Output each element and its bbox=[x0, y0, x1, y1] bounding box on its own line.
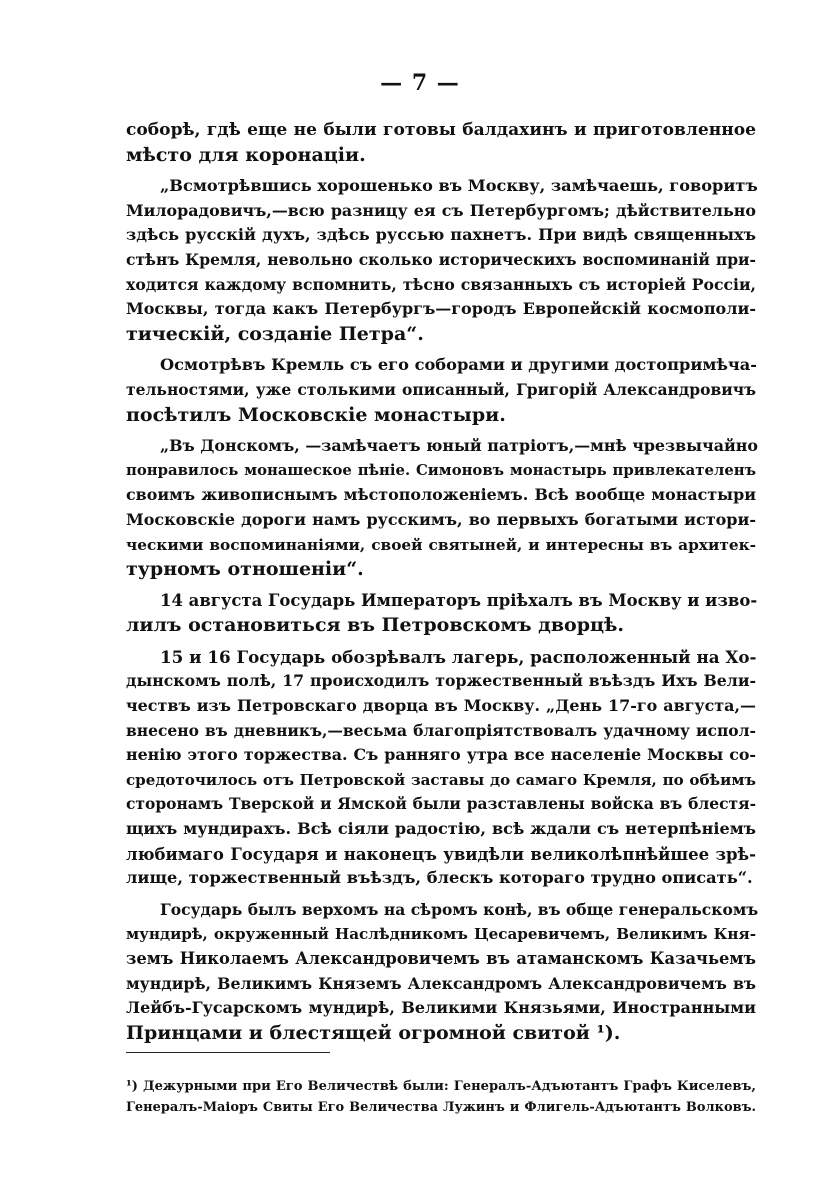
text-line: стѣнъ Кремля, невольно сколько историческихъ воспоминаній при- bbox=[126, 249, 756, 269]
text-line: Милорадовичъ,—всю разницу ея съ Петербургомъ; дѣйствительно bbox=[126, 200, 756, 220]
text-line: ходится каждому вспомнить, тѣсно связанныхъ съ исторіей Россіи, bbox=[126, 274, 756, 294]
paragraph bbox=[126, 645, 756, 891]
text-line: мѣсто для коронаціи. bbox=[126, 143, 366, 166]
footnote-line: ¹) Дежурными при Его Величествѣ были: Генералъ-Адъютантъ Графъ Киселевъ, bbox=[126, 1079, 756, 1094]
text-line: здѣсь русскій духъ, здѣсь руссью пахнетъ. При видѣ священныхъ bbox=[126, 225, 756, 245]
text-line: 14 августа Государь Императоръ пріѣхалъ въ Москву и изво- bbox=[160, 590, 758, 610]
text-line: „Въ Донскомъ, —замѣчаетъ юный патріотъ,—мнѣ чрезвычайно bbox=[160, 436, 758, 456]
text-line: ненію этого торжества. Съ ранняго утра все населеніе Москвы со- bbox=[126, 745, 756, 765]
text-line: ческими воспоминаніями, своей святыней, и интересны въ архитек- bbox=[126, 535, 756, 554]
text-line: посѣтилъ Московскіе монастыри. bbox=[126, 403, 506, 426]
text-line: сторонамъ Тверской и Ямской были разставлены войска въ блестя- bbox=[126, 794, 756, 814]
paragraph bbox=[126, 434, 756, 582]
text-line: Московскіе дороги намъ русскимъ, во первыхъ богатыми истори- bbox=[126, 509, 756, 529]
footnote-divider bbox=[126, 1052, 330, 1053]
text-line: своимъ живописнымъ мѣстоположеніемъ. Всѣ вообще монастыри bbox=[126, 485, 756, 505]
text-line: мундирѣ, окруженный Наслѣдникомъ Цесаревичемъ, Великимъ Кня- bbox=[126, 925, 756, 944]
text-line: чествъ изъ Петровскаго дворца въ Москву. „День 17-го августа,— bbox=[126, 696, 756, 716]
text-line: внесено въ дневникъ,—весьма благопріятствовалъ удачному испол- bbox=[126, 720, 756, 740]
text-line: Государь былъ верхомъ на сѣромъ конѣ, въ общe генеральскомъ bbox=[160, 899, 759, 919]
text-line: лилъ остановиться въ Петровскомъ дворцѣ. bbox=[126, 614, 625, 637]
page-number: — 7 — bbox=[380, 70, 460, 96]
text-line: тическій, созданіе Петра“. bbox=[126, 322, 424, 345]
paragraph bbox=[126, 174, 756, 346]
text-line: любимаго Государя и наконецъ увидѣли великолѣпнѣйшее зрѣ- bbox=[126, 843, 756, 864]
text-line: средоточилось отъ Петровской заставы до самаго Кремля, по обѣимъ bbox=[126, 770, 756, 789]
text-line: „Всмотрѣвшись хорошенько въ Москву, замѣчаешь, говоритъ bbox=[160, 176, 758, 196]
text-line: щихъ мундирахъ. Всѣ сіяли радостію, всѣ ждали съ нетерпѣніемъ bbox=[126, 819, 756, 839]
paragraph bbox=[126, 898, 759, 1046]
text-line: 15 и 16 Государь обозрѣвалъ лагерь, расположенный на Хо- bbox=[160, 646, 757, 667]
text-line: Осмотрѣвъ Кремль съ его соборами и другими достопримѣча- bbox=[160, 355, 758, 375]
text-line: дынскомъ полѣ, 17 происходилъ торжественный въѣздъ Ихъ Вели- bbox=[126, 671, 756, 691]
footnote bbox=[126, 1076, 756, 1118]
text-line: мундирѣ, Великимъ Княземъ Александромъ Александровичемъ въ bbox=[126, 973, 756, 993]
footnote-line: Генералъ-Маіоръ Свиты Его Величества Лужинъ и Флигель-Адъютантъ Волковъ. bbox=[126, 1100, 756, 1115]
text-line: понравилось монашеское пѣніе. Симоновъ монастырь привлекателенъ bbox=[126, 461, 756, 479]
paragraph bbox=[126, 118, 756, 167]
main-text bbox=[126, 118, 759, 1052]
text-line: тельностями, уже столькими описанный, Григорій Александровичъ bbox=[126, 379, 756, 399]
text-line: лище, торжественный въѣздъ, блескъ котораго трудно описать“. bbox=[126, 868, 753, 888]
text-line: соборѣ, гдѣ еще не были готовы балдахинъ и приготовленное bbox=[126, 120, 756, 140]
paragraph bbox=[126, 589, 756, 638]
text-line: Лейбъ-Гусарскомъ мундирѣ, Великими Князьями, Иностранными bbox=[126, 998, 756, 1018]
text-line: турномъ отношеніи“. bbox=[126, 558, 364, 581]
text-line: земъ Николаемъ Александровичемъ въ атаманскомъ Казачьемъ bbox=[126, 949, 756, 968]
text-line: Принцами и блестящей огромной свитой ¹). bbox=[126, 1021, 621, 1044]
text-line: Москвы, тогда какъ Петербургъ—городъ Европейскій космополи- bbox=[126, 299, 756, 319]
paragraph bbox=[126, 353, 756, 427]
